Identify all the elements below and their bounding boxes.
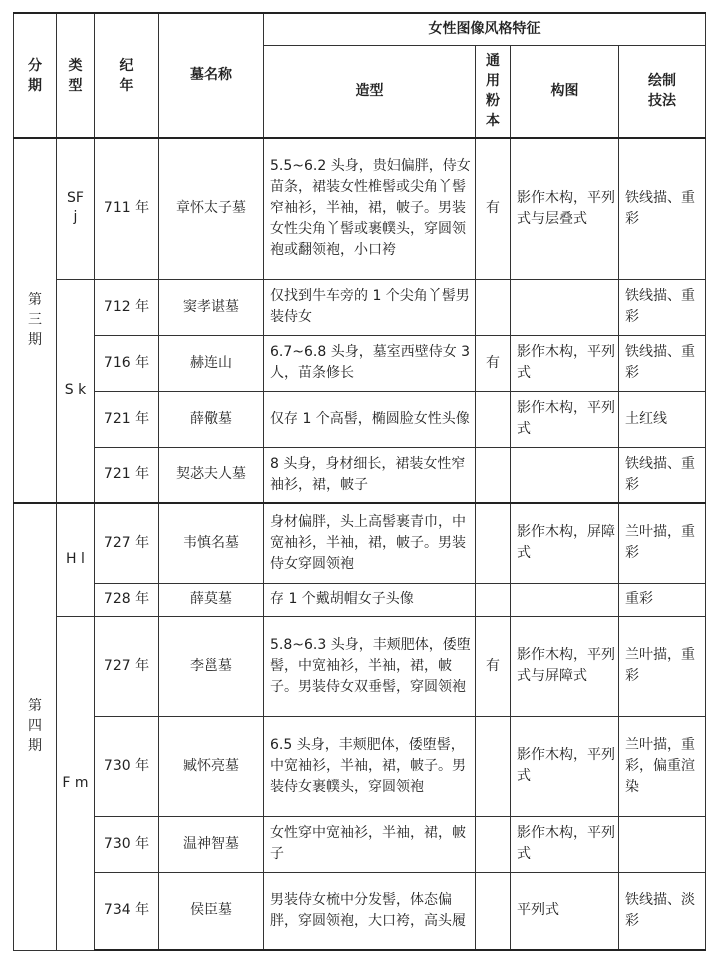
tool-cell xyxy=(476,872,511,950)
tool-cell xyxy=(476,391,511,447)
type-cell: H l xyxy=(57,503,95,616)
shape-cell: 女性穿中宽袖衫，半袖，裙，帔子 xyxy=(264,816,476,872)
type-cell: S k xyxy=(57,279,95,503)
composition-cell: 影作木构，平列式与层叠式 xyxy=(511,138,619,279)
shape-cell: 存 1 个戴胡帽女子头像 xyxy=(264,583,476,616)
composition-cell: 影作木构，屏障式 xyxy=(511,503,619,583)
tool-cell xyxy=(476,816,511,872)
header-shape: 造型 xyxy=(264,45,476,138)
shape-cell: 男装侍女梳中分发髻，体态偏胖，穿圆领袍，大口袴，高头履 xyxy=(264,872,476,950)
year-cell: 734 年 xyxy=(95,872,159,950)
tool-cell xyxy=(476,503,511,583)
tomb-cell: 契苾夫人墓 xyxy=(159,447,264,503)
table-row xyxy=(14,503,706,583)
shape-cell: 仅存 1 个高髻，椭圆脸女性头像 xyxy=(264,391,476,447)
tomb-mural-table xyxy=(13,12,706,951)
header-year: 纪年 xyxy=(95,13,159,138)
shape-cell: 8 头身，身材细长，裙装女性窄袖衫，裙，帔子 xyxy=(264,447,476,503)
technique-cell xyxy=(619,816,706,872)
tool-cell xyxy=(476,716,511,816)
composition-cell: 平列式 xyxy=(511,872,619,950)
shape-cell: 5.5~6.2 头身，贵妇偏胖，侍女苗条，裙装女性椎髻或尖角丫髻窄袖衫，半袖，裙，帔子。男装女性尖角丫髻或裹幞头，穿圆领袍或翻领袍，小口袴 xyxy=(264,138,476,279)
table-row xyxy=(14,447,706,503)
header-type: 类型 xyxy=(57,13,95,138)
table-row xyxy=(14,335,706,391)
table-row xyxy=(14,279,706,335)
shape-cell: 5.8~6.3 头身，丰颊肥体，倭堕髻，中宽袖衫，半袖，裙，帔子。男装侍女双垂髻，穿圆领袍 xyxy=(264,616,476,716)
header-tool: 通用粉本 xyxy=(476,45,511,138)
composition-cell xyxy=(511,583,619,616)
tomb-cell: 薛莫墓 xyxy=(159,583,264,616)
type-cell: SF j xyxy=(57,138,95,279)
year-cell: 721 年 xyxy=(95,391,159,447)
year-cell: 730 年 xyxy=(95,816,159,872)
tomb-cell: 侯臣墓 xyxy=(159,872,264,950)
table-row xyxy=(14,716,706,816)
year-cell: 728 年 xyxy=(95,583,159,616)
type-cell: F m xyxy=(57,616,95,950)
composition-cell: 影作木构，平列式 xyxy=(511,391,619,447)
technique-cell: 铁线描、重彩 xyxy=(619,447,706,503)
year-cell: 712 年 xyxy=(95,279,159,335)
table-wrapper xyxy=(13,12,705,951)
composition-cell: 影作木构，平列式与屏障式 xyxy=(511,616,619,716)
tool-cell xyxy=(476,583,511,616)
tomb-cell: 窦孝谌墓 xyxy=(159,279,264,335)
technique-cell: 土红线 xyxy=(619,391,706,447)
tool-cell xyxy=(476,279,511,335)
header-technique: 绘制技法 xyxy=(619,45,706,138)
header-period: 分期 xyxy=(14,13,57,138)
year-cell: 727 年 xyxy=(95,503,159,583)
technique-cell: 铁线描、重彩 xyxy=(619,335,706,391)
table-row xyxy=(14,583,706,616)
tomb-cell: 薛儆墓 xyxy=(159,391,264,447)
tomb-cell: 赫连山 xyxy=(159,335,264,391)
table-row xyxy=(14,872,706,950)
table-row xyxy=(14,616,706,716)
tool-cell: 有 xyxy=(476,616,511,716)
composition-cell: 影作木构，平列式 xyxy=(511,716,619,816)
composition-cell xyxy=(511,279,619,335)
tomb-cell: 韦慎名墓 xyxy=(159,503,264,583)
header-tomb: 墓名称 xyxy=(159,13,264,138)
tool-cell: 有 xyxy=(476,138,511,279)
technique-cell: 兰叶描，重彩 xyxy=(619,503,706,583)
shape-cell: 仅找到牛车旁的 1 个尖角丫髻男装侍女 xyxy=(264,279,476,335)
year-cell: 721 年 xyxy=(95,447,159,503)
shape-cell: 6.5 头身，丰颊肥体，倭堕髻，中宽袖衫，半袖，裙，帔子。男装侍女裹幞头，穿圆领袍 xyxy=(264,716,476,816)
table-row xyxy=(14,391,706,447)
tomb-cell: 臧怀亮墓 xyxy=(159,716,264,816)
technique-cell: 铁线描、重彩 xyxy=(619,279,706,335)
technique-cell: 铁线描、重彩 xyxy=(619,138,706,279)
technique-cell: 重彩 xyxy=(619,583,706,616)
header-style-group: 女性图像风格特征 xyxy=(264,13,706,45)
tomb-cell: 章怀太子墓 xyxy=(159,138,264,279)
composition-cell: 影作木构，平列式 xyxy=(511,335,619,391)
period-cell: 第四期 xyxy=(14,503,57,950)
header-composition: 构图 xyxy=(511,45,619,138)
tool-cell xyxy=(476,447,511,503)
year-cell: 716 年 xyxy=(95,335,159,391)
composition-cell xyxy=(511,447,619,503)
year-cell: 711 年 xyxy=(95,138,159,279)
table-row xyxy=(14,816,706,872)
composition-cell: 影作木构，平列式 xyxy=(511,816,619,872)
technique-cell: 兰叶描，重彩 xyxy=(619,616,706,716)
table-row xyxy=(14,138,706,279)
tomb-cell: 李邕墓 xyxy=(159,616,264,716)
shape-cell: 6.7~6.8 头身，墓室西壁侍女 3 人，苗条修长 xyxy=(264,335,476,391)
tool-cell: 有 xyxy=(476,335,511,391)
year-cell: 730 年 xyxy=(95,716,159,816)
technique-cell: 铁线描、淡彩 xyxy=(619,872,706,950)
period-cell: 第三期 xyxy=(14,138,57,503)
year-cell: 727 年 xyxy=(95,616,159,716)
technique-cell: 兰叶描，重彩，偏重渲染 xyxy=(619,716,706,816)
shape-cell: 身材偏胖，头上高髻裹青巾，中宽袖衫，半袖，裙，帔子。男装侍女穿圆领袍 xyxy=(264,503,476,583)
tomb-cell: 温神智墓 xyxy=(159,816,264,872)
